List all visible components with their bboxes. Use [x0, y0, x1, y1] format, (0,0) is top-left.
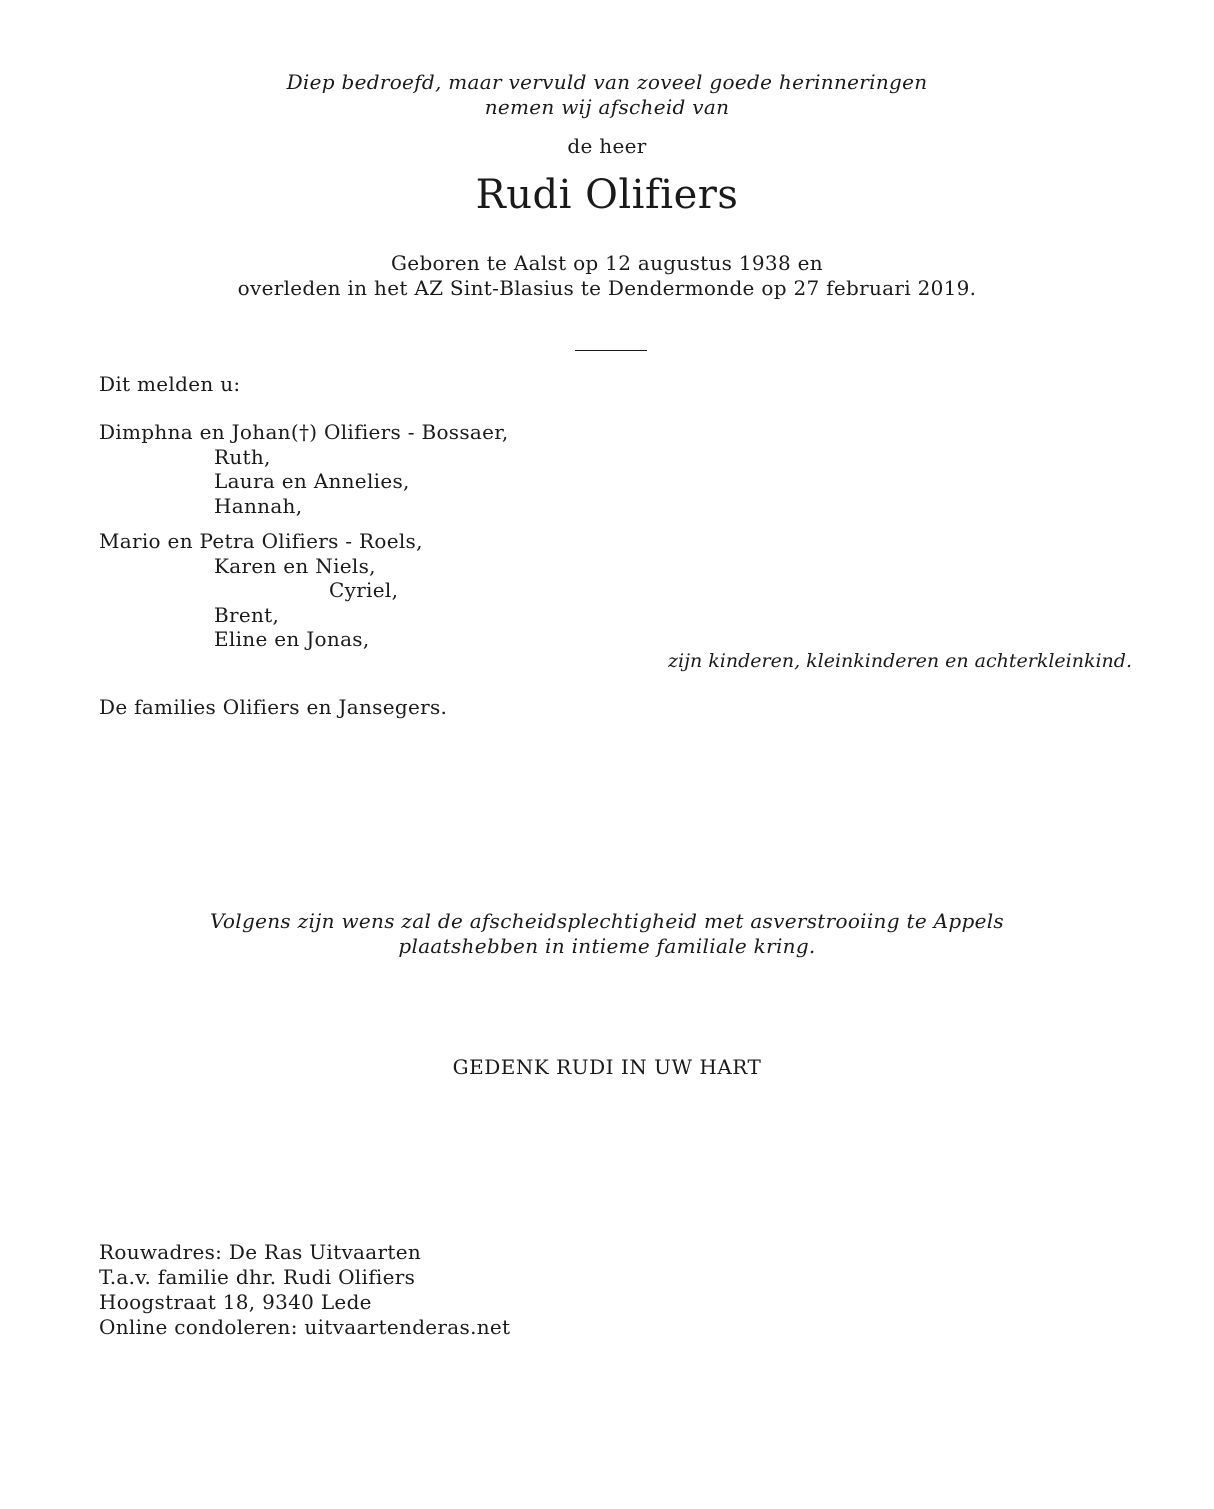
family-head: Dimphna en Johan(†) Olifiers - Bossaer, — [99, 420, 509, 444]
family-member: Eline en Jonas, — [214, 627, 370, 651]
title-prefix: de heer — [567, 134, 647, 158]
birth-line: Geboren te Aalst op 12 augustus 1938 en — [391, 251, 823, 275]
address-line-4: Online condoleren: uitvaartenderas.net — [99, 1315, 511, 1339]
address-line-2: T.a.v. familie dhr. Rudi Olifiers — [99, 1265, 416, 1289]
family-member: Ruth, — [214, 444, 271, 469]
announce-text: Dit melden u: — [99, 372, 241, 396]
family-group-1 — [99, 420, 509, 518]
ceremony-line-1: Volgens zijn wens zal de afscheidsplechtigheid met asverstrooiing te Appels — [210, 909, 1004, 933]
divider — [575, 350, 647, 351]
family-member: Hannah, — [214, 493, 303, 518]
ceremony-info — [0, 909, 1214, 959]
family-head: Mario en Petra Olifiers - Roels, — [99, 529, 423, 553]
address-line-1: Rouwadres: De Ras Uitvaarten — [99, 1240, 422, 1264]
address-line-3: Hoogstraat 18, 9340 Lede — [99, 1290, 372, 1314]
birth-death-info — [0, 251, 1214, 301]
death-line: overleden in het AZ Sint-Blasius te Dendermonde op 27 februari 2019. — [237, 276, 977, 300]
family-member: Laura en Annelies, — [214, 469, 410, 493]
ceremony-line-2: plaatshebben in intieme familiale kring. — [398, 934, 816, 958]
obituary-intro — [0, 70, 1214, 120]
family-member: Karen en Niels, — [214, 553, 376, 578]
remember-text: GEDENK RUDI IN UW HART — [452, 1055, 762, 1079]
family-group-2 — [99, 529, 423, 652]
family-member: Brent, — [214, 602, 280, 627]
relations-text: zijn kinderen, kleinkinderen en achterkleinkind. — [668, 650, 1132, 672]
deceased-name: Rudi Olifiers — [475, 172, 739, 218]
intro-line-2: nemen wij afscheid van — [484, 95, 730, 119]
family-member: Cyriel, — [329, 578, 399, 602]
extended-family: De families Olifiers en Jansegers. — [99, 695, 448, 719]
intro-line-1: Diep bedroefd, maar vervuld van zoveel goede herinneringen — [286, 70, 928, 94]
mourning-address — [99, 1240, 510, 1340]
